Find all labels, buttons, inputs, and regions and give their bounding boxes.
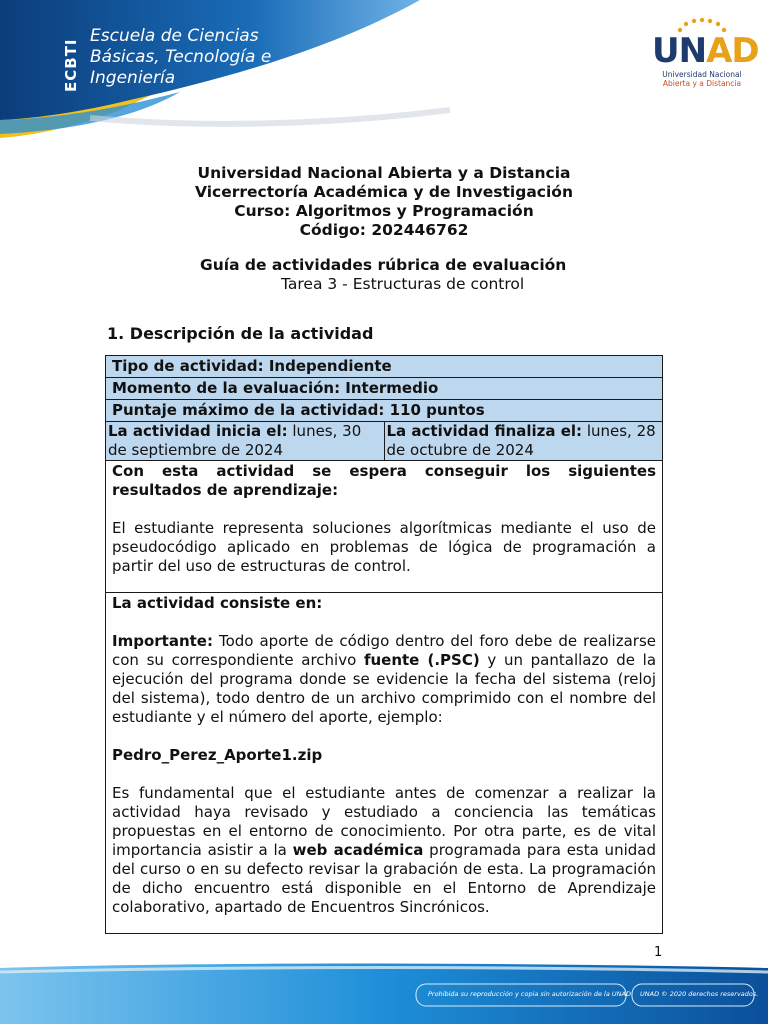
guide-title: Guía de actividades rúbrica de evaluación — [200, 256, 567, 274]
end-date-cell: La actividad finaliza el: lunes, 28 de octubre de 2024 — [384, 422, 663, 461]
logo-subtitle-2: Abierta y a Distancia — [662, 79, 742, 88]
title-course: Curso: Algoritmos y Programación — [234, 202, 534, 220]
document-titles — [0, 164, 768, 240]
activity-description-cell — [106, 593, 663, 934]
example-filename: Pedro_Perez_Aporte1.zip — [112, 746, 323, 764]
title-vice-rectory: Vicerrectoría Académica y de Investigación — [195, 183, 573, 201]
max-score: Puntaje máximo de la actividad: 110 puntos — [106, 400, 663, 422]
footer-copyright-notice: Prohibida su reproducción y copia sin autorización de la UNAD. — [428, 990, 634, 998]
title-university: Universidad Nacional Abierta y a Distancia — [197, 164, 571, 182]
task-title: Tarea 3 - Estructuras de control — [281, 275, 525, 293]
logo-subtitle-1: Universidad Nacional — [662, 70, 742, 79]
page-number: 1 — [654, 945, 663, 960]
web-academica-paragraph: Es fundamental que el estudiante antes de comenzar a realizar la actividad haya revisado y estudiado a conciencia las temáticas propuestas en el entorno de conocimiento. Por otra parte, es de vital importancia asistir a la web académica programada para esta unidad del curso o en su defecto revisar la grabación de esta. La programación de dicho encuentro está disponible en el Entorno de Aprendizaje colaborativo, apartado de Encuentros Sincrónicos. — [112, 784, 656, 916]
unad-logo — [652, 18, 759, 88]
evaluation-moment: Momento de la evaluación: Intermedio — [106, 378, 663, 400]
outcomes-heading: Con esta actividad se espera conseguir los siguientes resultados de aprendizaje: — [112, 462, 656, 499]
start-date-cell: La actividad inicia el: lunes, 30 de septiembre de 2024 — [106, 422, 385, 461]
logo-wordmark: UNAD — [652, 31, 759, 71]
consists-heading: La actividad consiste en: — [112, 594, 323, 612]
outcomes-text: El estudiante representa soluciones algorítmicas mediante el uso de pseudocódigo aplicado en problemas de lógica de programación a partir del uso de estructuras de control. — [112, 519, 656, 575]
footer-rights: UNAD © 2020 derechos reservados. — [640, 990, 759, 998]
activity-type: Tipo de actividad: Independiente — [106, 356, 663, 378]
learning-outcomes-cell — [106, 461, 663, 593]
section-heading: 1. Descripción de la actividad — [107, 324, 374, 343]
important-paragraph: Importante: Todo aporte de código dentro del foro debe de realizarse con su correspondiente archivo fuente (.PSC) y un pantallazo de la ejecución del programa donde se evidencie la fecha del sistema (reloj del sistema), todo dentro de un archivo comprimido con el nombre del estudiante y el número del aporte, ejemplo: — [112, 632, 657, 726]
ecbti-label: ECBTI — [62, 38, 80, 92]
school-line-1: Escuela de Ciencias — [90, 26, 259, 46]
title-code: Código: 202446762 — [299, 221, 469, 239]
school-line-2: Básicas, Tecnología e — [90, 47, 272, 67]
activity-table — [105, 355, 663, 934]
school-line-3: Ingeniería — [90, 68, 176, 88]
school-name — [90, 26, 271, 89]
